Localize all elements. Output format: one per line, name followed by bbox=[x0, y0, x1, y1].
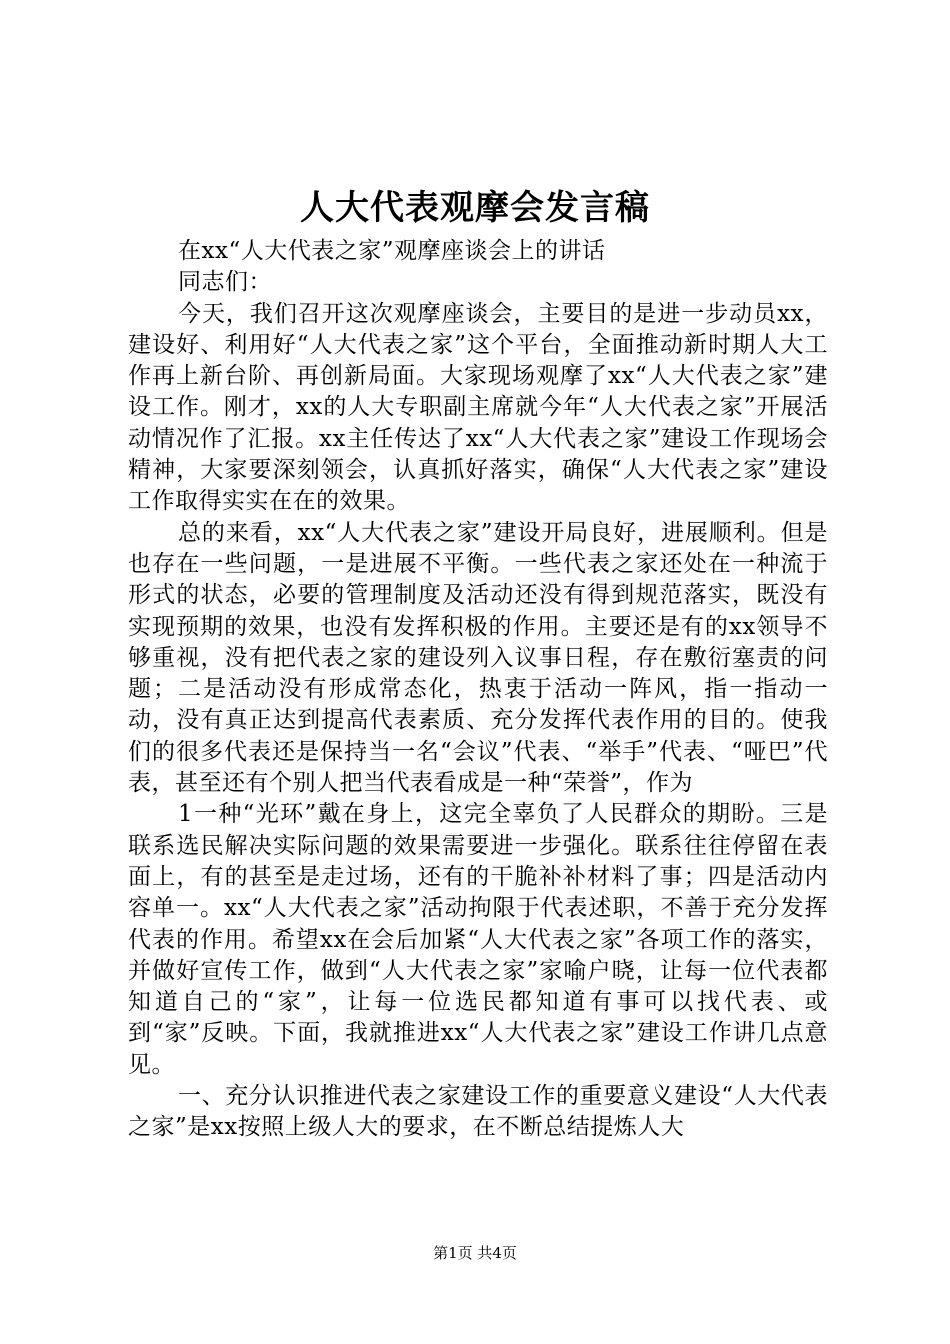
body-paragraph: 1一种“光环”戴在身上，这完全辜负了人民群众的期盼。三是联系选民解决实际问题的效果需要进一步强化。联系往往停留在表面上，有的甚至是走过场，还有的干脆补补材料了事；四是活动内容单一。xx“人大代表之家”活动拘限于代表述职，不善于充分发挥代表的作用。希望xx在会后加紧“人大代表之家”各项工作的落实，并做好宣传工作，做到“人大代表之家”家喻户晓，让每一位代表都知道自己的“家”，让每一位选民都知道有事可以找代表、或到“家”反映。下面，我就推进xx“人大代表之家”建设工作讲几点意见。 bbox=[128, 801, 828, 1078]
document-title: 人大代表观摩会发言稿 bbox=[300, 188, 650, 228]
body-paragraph: 总的来看，xx“人大代表之家”建设开局良好，进展顺利。但是也存在一些问题，一是进展不平衡。一些代表之家还处在一种流于形式的状态，必要的管理制度及活动还没有得到规范落实，既没有实现预期的效果，也没有发挥积极的作用。主要还是有的xx领导不够重视，没有把代表之家的建设列入议事日程，存在敷衍塞责的问题；二是活动没有形成常态化，热衷于活动一阵风，指一指动一动，没有真正达到提高代表素质、充分发挥代表作用的目的。使我们的很多代表还是保持当一名“会议”代表、“举手”代表、“哑巴”代表，甚至还有个别人把当代表看成是一种“荣誉”，作为 bbox=[128, 519, 828, 797]
body-paragraph: 今天，我们召开这次观摩座谈会，主要目的是进一步动员xx，建设好、利用好“人大代表之家”这个平台，全面推动新时期人大工作再上新台阶、再创新局面。大家现场观摩了xx“人大代表之家”建设工作。刚才，xx的人大专职副主席就今年“人大代表之家”开展活动情况作了汇报。xx主任传达了xx“人大代表之家”建设工作现场会精神，大家要深刻领会，认真抓好落实，确保“人大代表之家”建设工作取得实实在在的效果。 bbox=[128, 300, 828, 515]
document-body bbox=[128, 236, 828, 1144]
salutation-paragraph: 同志们： bbox=[178, 269, 272, 296]
subtitle-paragraph: 在xx“人大代表之家”观摩座谈会上的讲话 bbox=[178, 238, 606, 264]
body-paragraph: 一、充分认识推进代表之家建设工作的重要意义建设“人大代表之家”是xx按照上级人大的要求，在不断总结提炼人大 bbox=[128, 1083, 828, 1141]
page-number-footer: 第1页 共4页 bbox=[433, 1244, 517, 1262]
